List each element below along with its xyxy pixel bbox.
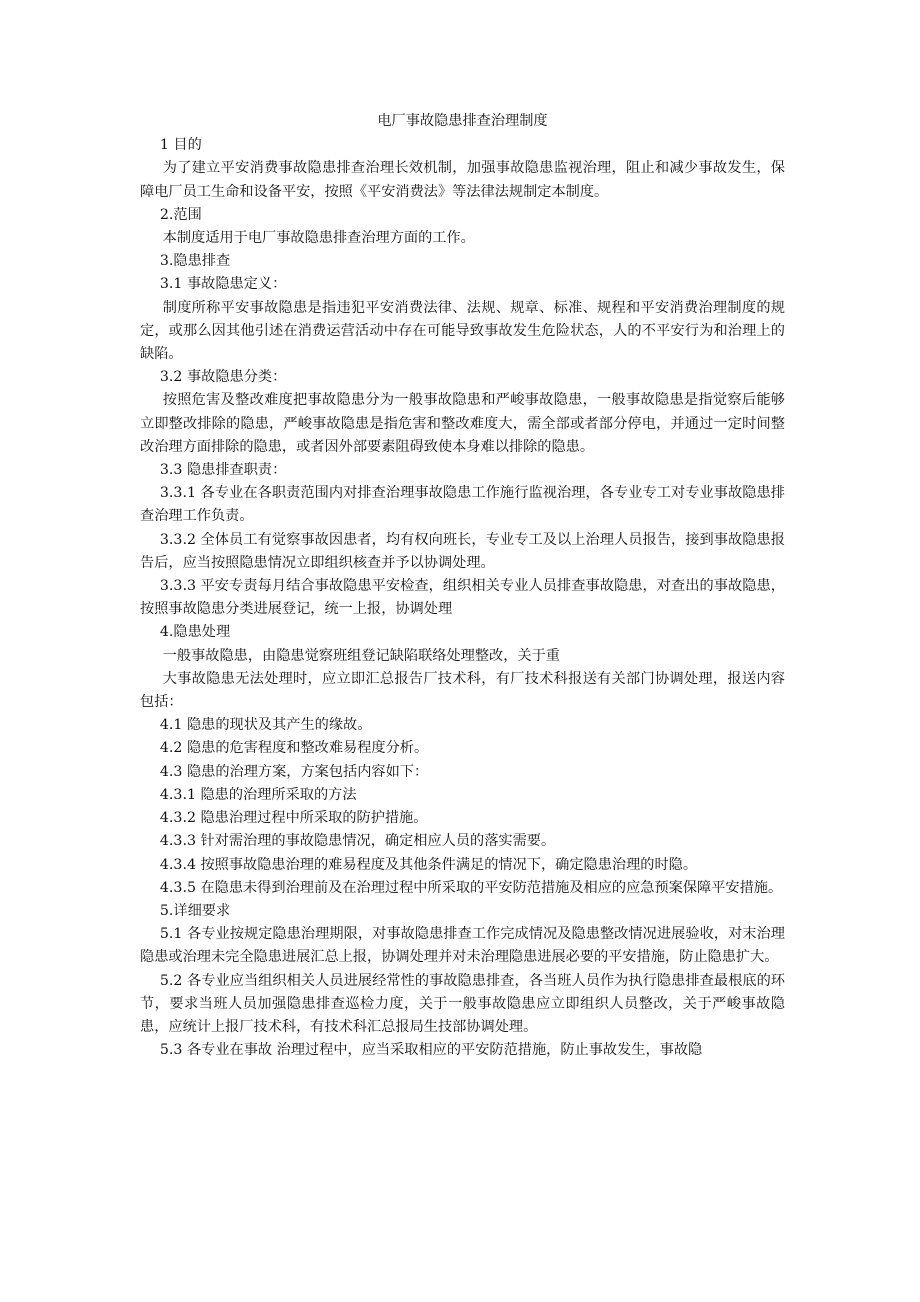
paragraph: 5.详细要求 [159,902,231,919]
paragraph: 为了建立平安消费事故隐患排查治理长效机制，加强事故隐患监视治理，阻止和减少事故发生，保障电厂员工生命和设备平安，按照《平安消费法》等法律法规制定本制度。 [140,160,785,200]
paragraph: 5.3 各专业在事故 治理过程中，应当采取相应的平安防范措施，防止事故发生，事故隐 [159,1042,703,1059]
paragraph: 4.2 隐患的危害程度和整改难易程度分析。 [159,740,429,757]
paragraph: 大事故隐患无法处理时，应立即汇总报告厂技术科，有厂技术科报送有关部门协调处理，报送内容包括： [140,670,785,711]
paragraph: 4.3.5 在隐患未得到治理前及在治理过程中所采取的平安防范措施及相应的应急预案保障平安措施。 [159,879,783,896]
document-page [140,110,785,1062]
paragraph: 4.3.2 隐患治理过程中所采取的防护措施。 [159,810,428,827]
paragraph: 4.3 隐患的治理方案，方案包括内容如下： [159,763,429,780]
paragraph: 一般事故隐患，由隐患觉察班组登记缺陷联络处理整改，关于重 [162,647,560,664]
document-body [140,134,785,1062]
document-title: 电厂事故隐患排查治理制度 [377,113,548,129]
paragraph: 按照危害及整改难度把事故隐患分为一般事故隐患和严峻事故隐患，一般事故隐患是指觉察后能够立即整改排除的隐患，严峻事故隐患是指危害和整改难度大，需全部或者部分停电，并通过一定时间整改治理方面排除的隐患，或者因外部要素阻碍致使本身难以排除的隐患。 [140,392,785,455]
paragraph: 1 目的 [159,137,202,154]
paragraph: 4.隐患处理 [159,624,231,641]
paragraph: 2.范围 [159,206,202,223]
paragraph: 5.2 各专业应当组织相关人员进展经常性的事故隐患排查，各当班人员作为执行隐患排查最根底的环节，要求当班人员加强隐患排查巡检力度，关于一般事故隐患应立即组织人员整改，关于严峻事故隐患，应统计上报厂技术科，有技术科汇总报局生技部协调处理。 [140,972,785,1035]
paragraph: 本制度适用于电厂事故隐患排查治理方面的工作。 [162,230,475,247]
paragraph: 4.3.4 按照事故隐患治理的难易程度及其他条件满足的情况下，确定隐患治理的时隐。 [159,856,698,873]
paragraph: 3.1 事故隐患定义： [159,276,287,293]
paragraph: 3.3 隐患排查职责： [159,462,287,479]
paragraph: 3.2 事故隐患分类： [159,369,287,386]
paragraph: 4.3.1 隐患的治理所采取的方法 [159,786,357,803]
paragraph: 4.3.3 针对需治理的事故隐患情况，确定相应人员的落实需要。 [159,833,556,850]
paragraph: 制度所称平安事故隐患是指违犯平安消费法律、法规、规章、标准、规程和平安消费治理制度的规定，或那么因其他引述在消费运营活动中存在可能导致事故发生危险状态，人的不平安行为和治理上的缺陷。 [140,299,785,363]
paragraph: 3.3.3 平安专责每月结合事故隐患平安检查，组织相关专业人员排查事故隐患，对查出的事故隐患，按照事故隐患分类进展登记，统一上报，协调处理 [140,578,785,618]
paragraph: 4.1 隐患的现状及其产生的缘故。 [159,717,372,734]
paragraph: 3.隐患排查 [159,253,231,270]
paragraph: 5.1 各专业按规定隐患治理期限，对事故隐患排查工作完成情况及隐患整改情况进展验收，对末治理隐患或治理未完全隐患进展汇总上报，协调处理并对未治理隐患进展必要的平安措施，防止隐患扩大。 [140,926,785,966]
paragraph: 3.3.2 全体员工有觉察事故因患者，均有权向班长，专业专工及以上治理人员报告，接到事故隐患报告后，应当按照隐患情况立即组织核查并予以协调处理。 [140,531,785,571]
paragraph: 3.3.1 各专业在各职责范围内对排查治理事故隐患工作施行监视治理，各专业专工对专业事故隐患排查治理工作负责。 [140,485,785,525]
